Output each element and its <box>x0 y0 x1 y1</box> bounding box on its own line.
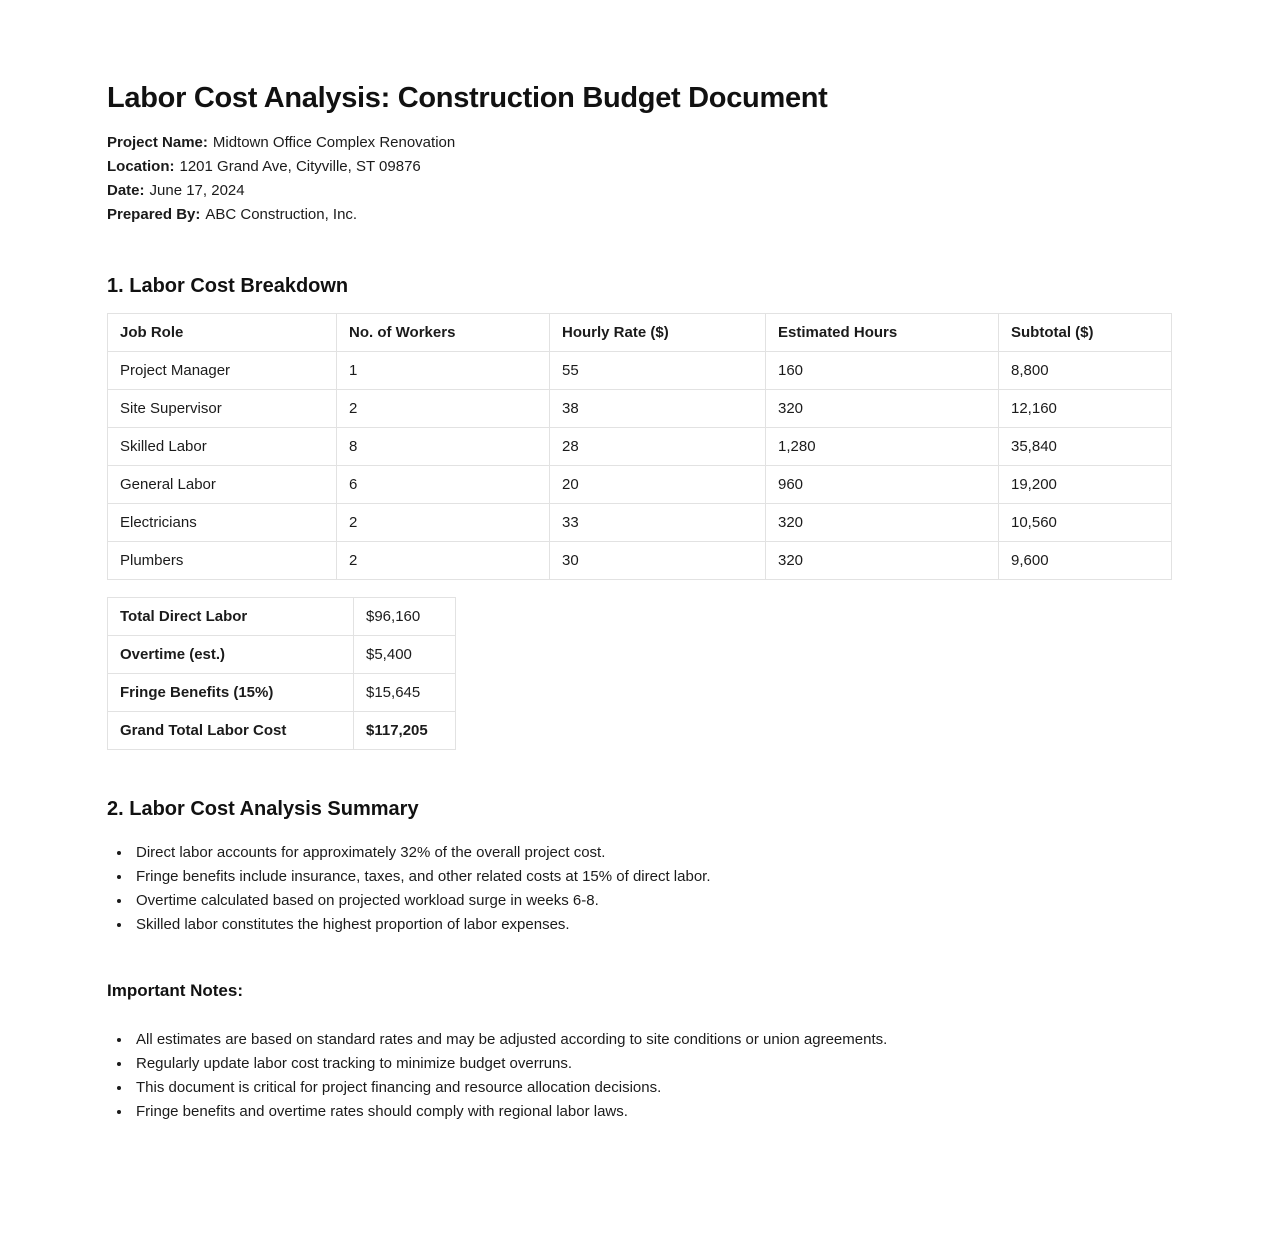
totals-label: Total Direct Labor <box>108 598 354 636</box>
meta-label: Project Name: <box>107 134 208 151</box>
list-item: • Skilled labor constitutes the highest proportion of labor expenses. <box>132 913 1171 937</box>
table-cell: 8 <box>337 428 550 466</box>
header-hourly-rate: Hourly Rate ($) <box>550 314 766 352</box>
meta-prepared-by <box>107 203 1171 227</box>
notes-bullet-list <box>107 1028 1171 1124</box>
table-cell: 55 <box>550 352 766 390</box>
table-cell: 320 <box>766 542 999 580</box>
table-cell: Plumbers <box>108 542 337 580</box>
table-row <box>108 504 1172 542</box>
meta-location <box>107 155 1171 179</box>
summary-bullet-list <box>107 841 1171 937</box>
table-cell: 19,200 <box>999 466 1172 504</box>
table-row <box>108 352 1172 390</box>
header-estimated-hours: Estimated Hours <box>766 314 999 352</box>
meta-label: Prepared By: <box>107 206 201 223</box>
totals-row-grand-total <box>108 712 456 750</box>
table-cell: 28 <box>550 428 766 466</box>
totals-value: $5,400 <box>354 636 456 674</box>
table-header-row <box>108 314 1172 352</box>
totals-value: $15,645 <box>354 674 456 712</box>
totals-row-overtime <box>108 636 456 674</box>
meta-value: ABC Construction, Inc. <box>205 206 358 223</box>
list-item: • Direct labor accounts for approximately 32% of the overall project cost. <box>132 841 1171 865</box>
table-cell: Site Supervisor <box>108 390 337 428</box>
meta-label: Location: <box>107 158 175 175</box>
table-cell: 1,280 <box>766 428 999 466</box>
meta-value: 1201 Grand Ave, Cityville, ST 09876 <box>179 158 421 175</box>
header-subtotal: Subtotal ($) <box>999 314 1172 352</box>
list-item: • Fringe benefits include insurance, taxes, and other related costs at 15% of direct labor. <box>132 865 1171 889</box>
totals-label: Overtime (est.) <box>108 636 354 674</box>
table-cell: 38 <box>550 390 766 428</box>
table-cell: 320 <box>766 504 999 542</box>
table-cell: 2 <box>337 390 550 428</box>
table-cell: 1 <box>337 352 550 390</box>
header-job-role: Job Role <box>108 314 337 352</box>
meta-project-name <box>107 131 1171 155</box>
section-2-heading: 2. Labor Cost Analysis Summary <box>107 798 419 820</box>
totals-label: Grand Total Labor Cost <box>108 712 354 750</box>
labor-totals-table <box>107 597 456 750</box>
meta-value: June 17, 2024 <box>149 182 245 199</box>
header-workers: No. of Workers <box>337 314 550 352</box>
table-cell: 30 <box>550 542 766 580</box>
table-cell: 12,160 <box>999 390 1172 428</box>
list-item: • Fringe benefits and overtime rates should comply with regional labor laws. <box>132 1100 1171 1124</box>
table-cell: 2 <box>337 504 550 542</box>
table-cell: 8,800 <box>999 352 1172 390</box>
table-row <box>108 542 1172 580</box>
totals-row-direct-labor <box>108 598 456 636</box>
table-cell: 2 <box>337 542 550 580</box>
table-cell: Project Manager <box>108 352 337 390</box>
table-cell: 160 <box>766 352 999 390</box>
table-cell: 6 <box>337 466 550 504</box>
list-item: • Regularly update labor cost tracking to minimize budget overruns. <box>132 1052 1171 1076</box>
totals-row-fringe-benefits <box>108 674 456 712</box>
table-cell: 960 <box>766 466 999 504</box>
totals-value: $117,205 <box>354 712 456 750</box>
table-cell: 10,560 <box>999 504 1172 542</box>
meta-date <box>107 179 1171 203</box>
meta-label: Date: <box>107 182 145 199</box>
table-row <box>108 466 1172 504</box>
meta-value: Midtown Office Complex Renovation <box>212 134 456 151</box>
totals-label: Fringe Benefits (15%) <box>108 674 354 712</box>
important-notes-heading: Important Notes: <box>107 981 243 1000</box>
table-cell: Skilled Labor <box>108 428 337 466</box>
table-cell: 9,600 <box>999 542 1172 580</box>
table-cell: 35,840 <box>999 428 1172 466</box>
table-cell: General Labor <box>108 466 337 504</box>
section-1-heading: 1. Labor Cost Breakdown <box>107 275 349 297</box>
list-item: • This document is critical for project financing and resource allocation decisions. <box>132 1076 1171 1100</box>
document-meta <box>107 131 1171 227</box>
list-item: • Overtime calculated based on projected workload surge in weeks 6-8. <box>132 889 1171 913</box>
page-title: Labor Cost Analysis: Construction Budget Document <box>107 82 828 114</box>
list-item: • All estimates are based on standard rates and may be adjusted according to site conditions or union agreements. <box>132 1028 1171 1052</box>
labor-breakdown-table <box>107 313 1172 580</box>
totals-value: $96,160 <box>354 598 456 636</box>
table-cell: Electricians <box>108 504 337 542</box>
table-cell: 33 <box>550 504 766 542</box>
table-row <box>108 390 1172 428</box>
table-cell: 320 <box>766 390 999 428</box>
table-row <box>108 428 1172 466</box>
table-cell: 20 <box>550 466 766 504</box>
